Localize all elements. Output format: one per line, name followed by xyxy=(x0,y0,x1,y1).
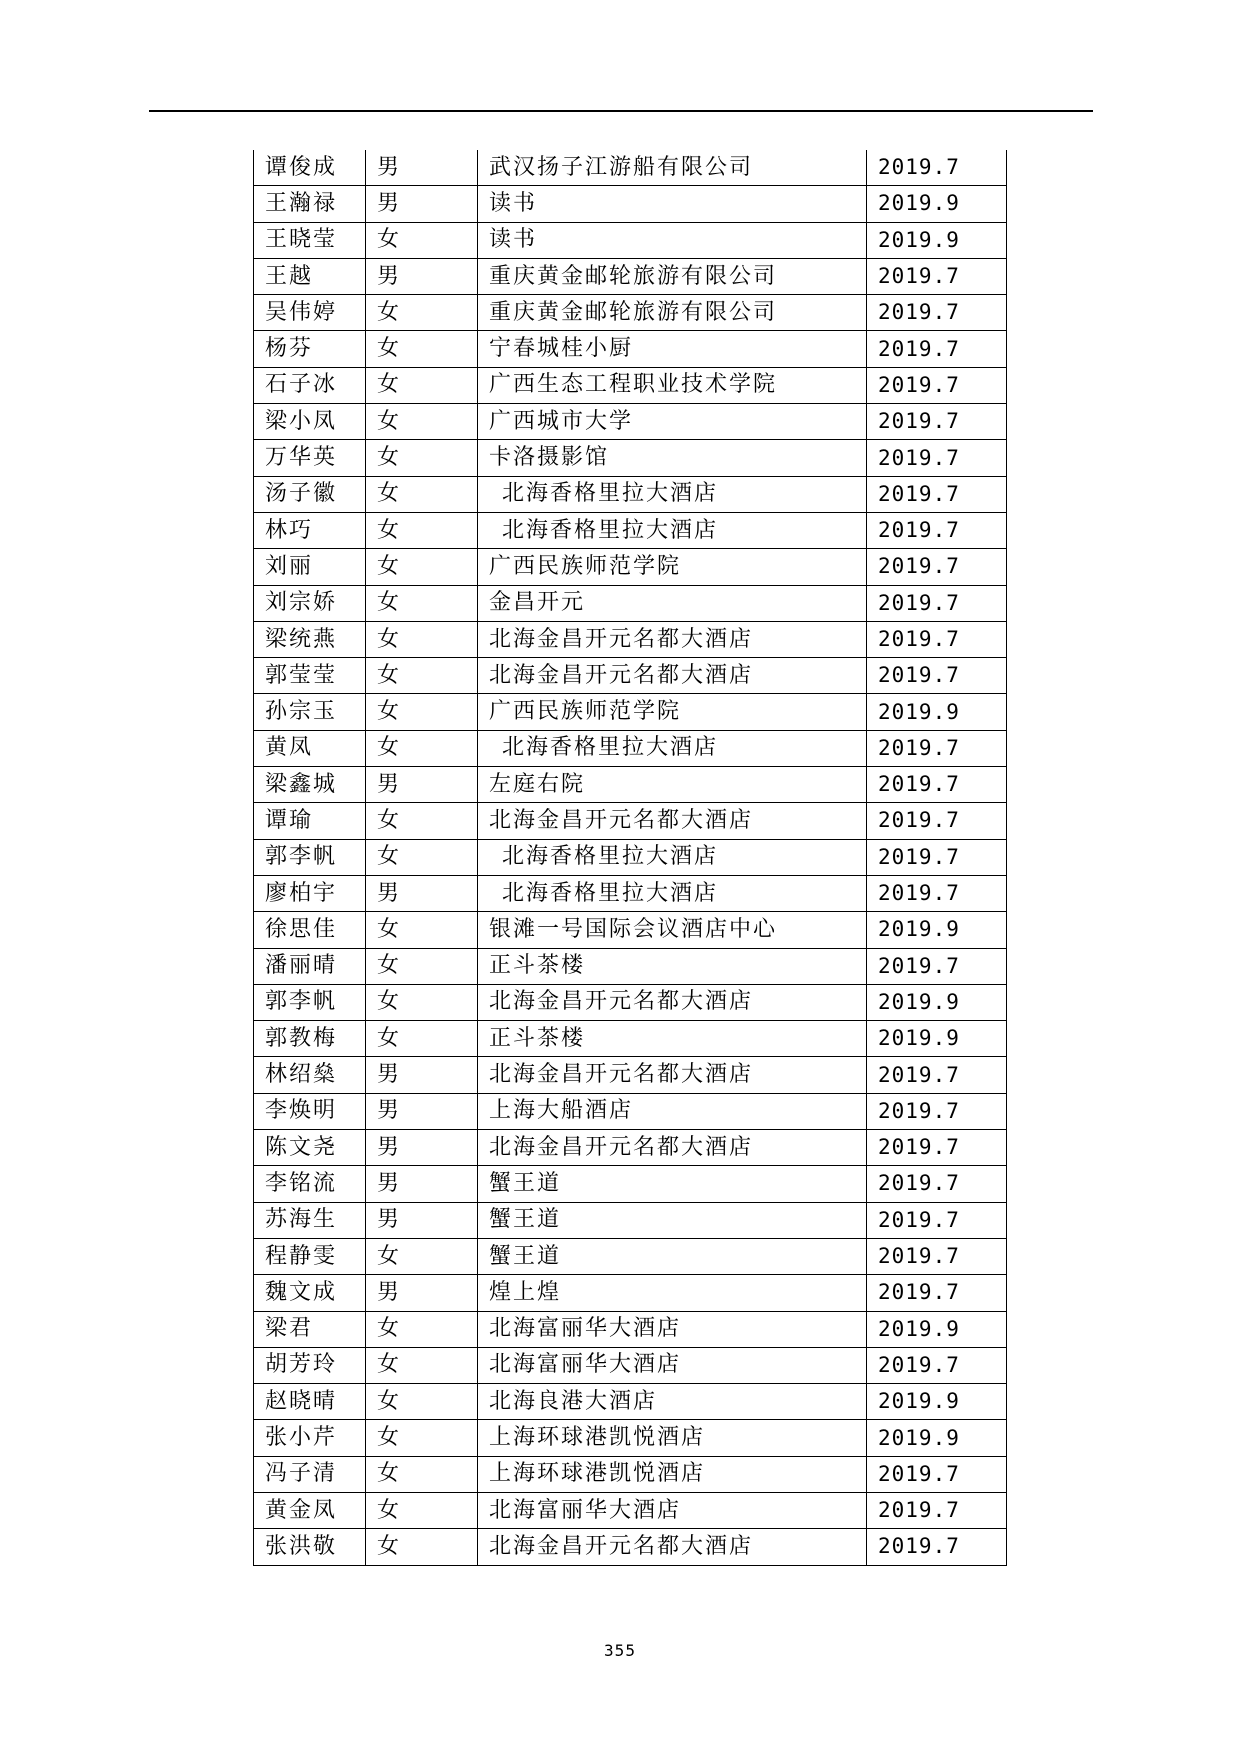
date-cell: 2019.7 xyxy=(867,150,1007,186)
name-cell: 梁小凤 xyxy=(254,404,366,440)
gender-cell: 女 xyxy=(366,1021,478,1057)
workplace-cell: 北海香格里拉大酒店 xyxy=(478,512,867,548)
name-cell: 王瀚禄 xyxy=(254,186,366,222)
gender-cell: 女 xyxy=(366,658,478,694)
gender-cell: 女 xyxy=(366,1238,478,1274)
workplace-cell: 煌上煌 xyxy=(478,1275,867,1311)
gender-cell: 女 xyxy=(366,621,478,657)
workplace-cell: 北海金昌开元名都大酒店 xyxy=(478,1130,867,1166)
workplace-cell: 正斗茶楼 xyxy=(478,1021,867,1057)
gender-cell: 男 xyxy=(366,1057,478,1093)
name-cell: 苏海生 xyxy=(254,1202,366,1238)
gender-cell: 男 xyxy=(366,258,478,294)
name-cell: 孙宗玉 xyxy=(254,694,366,730)
page-number: 355 xyxy=(604,1641,636,1660)
name-cell: 杨芬 xyxy=(254,331,366,367)
name-cell: 王晓莹 xyxy=(254,222,366,258)
workplace-cell: 正斗茶楼 xyxy=(478,948,867,984)
workplace-cell: 宁春城桂小厨 xyxy=(478,331,867,367)
workplace-cell: 北海富丽华大酒店 xyxy=(478,1311,867,1347)
date-cell: 2019.7 xyxy=(867,621,1007,657)
workplace-cell: 金昌开元 xyxy=(478,585,867,621)
gender-cell: 女 xyxy=(366,730,478,766)
name-cell: 张小芹 xyxy=(254,1420,366,1456)
table-row xyxy=(254,367,1007,403)
name-cell: 赵晓晴 xyxy=(254,1384,366,1420)
gender-cell: 女 xyxy=(366,367,478,403)
table-row xyxy=(254,258,1007,294)
name-cell: 魏文成 xyxy=(254,1275,366,1311)
date-cell: 2019.7 xyxy=(867,1529,1007,1565)
workplace-cell: 北海金昌开元名都大酒店 xyxy=(478,1057,867,1093)
workplace-cell: 上海环球港凯悦酒店 xyxy=(478,1420,867,1456)
gender-cell: 女 xyxy=(366,1529,478,1565)
table-row xyxy=(254,1093,1007,1129)
date-cell: 2019.9 xyxy=(867,912,1007,948)
table-row xyxy=(254,803,1007,839)
date-cell: 2019.7 xyxy=(867,1238,1007,1274)
workplace-cell: 北海金昌开元名都大酒店 xyxy=(478,658,867,694)
gender-cell: 男 xyxy=(366,1093,478,1129)
table-row xyxy=(254,730,1007,766)
name-cell: 万华英 xyxy=(254,440,366,476)
table-row xyxy=(254,440,1007,476)
gender-cell: 女 xyxy=(366,948,478,984)
name-cell: 冯子清 xyxy=(254,1456,366,1492)
name-cell: 廖柏宇 xyxy=(254,875,366,911)
name-cell: 谭瑜 xyxy=(254,803,366,839)
workplace-cell: 广西民族师范学院 xyxy=(478,549,867,585)
table-row xyxy=(254,1130,1007,1166)
name-cell: 汤子徽 xyxy=(254,476,366,512)
workplace-cell: 重庆黄金邮轮旅游有限公司 xyxy=(478,258,867,294)
date-cell: 2019.9 xyxy=(867,1384,1007,1420)
table-row xyxy=(254,1420,1007,1456)
header-rule xyxy=(149,110,1093,112)
date-cell: 2019.7 xyxy=(867,875,1007,911)
table-row xyxy=(254,1057,1007,1093)
workplace-cell: 蟹王道 xyxy=(478,1202,867,1238)
date-cell: 2019.7 xyxy=(867,512,1007,548)
name-cell: 林绍燊 xyxy=(254,1057,366,1093)
workplace-cell: 北海金昌开元名都大酒店 xyxy=(478,1529,867,1565)
workplace-cell: 武汉扬子江游船有限公司 xyxy=(478,150,867,186)
workplace-cell: 北海金昌开元名都大酒店 xyxy=(478,803,867,839)
table-row xyxy=(254,222,1007,258)
name-cell: 李焕明 xyxy=(254,1093,366,1129)
date-cell: 2019.9 xyxy=(867,186,1007,222)
table-row xyxy=(254,1529,1007,1565)
workplace-cell: 北海金昌开元名都大酒店 xyxy=(478,984,867,1020)
table-row xyxy=(254,1456,1007,1492)
workplace-cell: 北海富丽华大酒店 xyxy=(478,1492,867,1528)
date-cell: 2019.7 xyxy=(867,295,1007,331)
workplace-cell: 广西生态工程职业技术学院 xyxy=(478,367,867,403)
table-row xyxy=(254,984,1007,1020)
gender-cell: 男 xyxy=(366,150,478,186)
workplace-cell: 上海环球港凯悦酒店 xyxy=(478,1456,867,1492)
gender-cell: 女 xyxy=(366,331,478,367)
gender-cell: 女 xyxy=(366,694,478,730)
name-cell: 张洪敬 xyxy=(254,1529,366,1565)
table-row xyxy=(254,1492,1007,1528)
gender-cell: 女 xyxy=(366,1420,478,1456)
workplace-cell: 北海金昌开元名都大酒店 xyxy=(478,621,867,657)
workplace-cell: 北海香格里拉大酒店 xyxy=(478,875,867,911)
workplace-cell: 读书 xyxy=(478,222,867,258)
gender-cell: 女 xyxy=(366,222,478,258)
date-cell: 2019.7 xyxy=(867,440,1007,476)
date-cell: 2019.7 xyxy=(867,803,1007,839)
table-row xyxy=(254,186,1007,222)
date-cell: 2019.7 xyxy=(867,258,1007,294)
gender-cell: 女 xyxy=(366,404,478,440)
gender-cell: 女 xyxy=(366,984,478,1020)
name-cell: 郭李帆 xyxy=(254,839,366,875)
name-cell: 郭莹莹 xyxy=(254,658,366,694)
workplace-cell: 广西民族师范学院 xyxy=(478,694,867,730)
table-row xyxy=(254,912,1007,948)
workplace-cell: 北海香格里拉大酒店 xyxy=(478,730,867,766)
table-row xyxy=(254,1238,1007,1274)
name-cell: 林巧 xyxy=(254,512,366,548)
table-row xyxy=(254,549,1007,585)
workplace-cell: 北海香格里拉大酒店 xyxy=(478,476,867,512)
table-row xyxy=(254,1021,1007,1057)
table-row xyxy=(254,1275,1007,1311)
gender-cell: 女 xyxy=(366,549,478,585)
table-row xyxy=(254,1311,1007,1347)
date-cell: 2019.7 xyxy=(867,1093,1007,1129)
name-cell: 谭俊成 xyxy=(254,150,366,186)
name-cell: 陈文尧 xyxy=(254,1130,366,1166)
name-cell: 郭李帆 xyxy=(254,984,366,1020)
employment-table xyxy=(253,150,1007,1566)
gender-cell: 女 xyxy=(366,440,478,476)
date-cell: 2019.7 xyxy=(867,1456,1007,1492)
date-cell: 2019.9 xyxy=(867,694,1007,730)
name-cell: 刘宗娇 xyxy=(254,585,366,621)
table-row xyxy=(254,948,1007,984)
gender-cell: 女 xyxy=(366,512,478,548)
workplace-cell: 上海大船酒店 xyxy=(478,1093,867,1129)
name-cell: 潘丽晴 xyxy=(254,948,366,984)
gender-cell: 男 xyxy=(366,186,478,222)
date-cell: 2019.7 xyxy=(867,331,1007,367)
gender-cell: 女 xyxy=(366,803,478,839)
table-row xyxy=(254,1166,1007,1202)
workplace-cell: 北海良港大酒店 xyxy=(478,1384,867,1420)
name-cell: 李铭流 xyxy=(254,1166,366,1202)
name-cell: 石子冰 xyxy=(254,367,366,403)
table-row xyxy=(254,476,1007,512)
employment-table-container xyxy=(253,150,1007,1566)
table-row xyxy=(254,875,1007,911)
name-cell: 程静雯 xyxy=(254,1238,366,1274)
table-row xyxy=(254,295,1007,331)
table-body xyxy=(254,150,1007,1565)
workplace-cell: 读书 xyxy=(478,186,867,222)
table-row xyxy=(254,1202,1007,1238)
date-cell: 2019.7 xyxy=(867,1130,1007,1166)
gender-cell: 男 xyxy=(366,875,478,911)
gender-cell: 女 xyxy=(366,585,478,621)
table-row xyxy=(254,839,1007,875)
date-cell: 2019.7 xyxy=(867,839,1007,875)
date-cell: 2019.7 xyxy=(867,1057,1007,1093)
gender-cell: 女 xyxy=(366,912,478,948)
table-row xyxy=(254,585,1007,621)
date-cell: 2019.7 xyxy=(867,549,1007,585)
gender-cell: 女 xyxy=(366,1311,478,1347)
workplace-cell: 重庆黄金邮轮旅游有限公司 xyxy=(478,295,867,331)
gender-cell: 男 xyxy=(366,1202,478,1238)
date-cell: 2019.7 xyxy=(867,585,1007,621)
name-cell: 梁统燕 xyxy=(254,621,366,657)
name-cell: 胡芳玲 xyxy=(254,1347,366,1383)
date-cell: 2019.7 xyxy=(867,1202,1007,1238)
date-cell: 2019.7 xyxy=(867,658,1007,694)
gender-cell: 女 xyxy=(366,1456,478,1492)
gender-cell: 男 xyxy=(366,1275,478,1311)
name-cell: 吴伟婷 xyxy=(254,295,366,331)
workplace-cell: 蟹王道 xyxy=(478,1166,867,1202)
date-cell: 2019.7 xyxy=(867,767,1007,803)
table-row xyxy=(254,150,1007,186)
date-cell: 2019.9 xyxy=(867,1420,1007,1456)
name-cell: 黄金凤 xyxy=(254,1492,366,1528)
workplace-cell: 蟹王道 xyxy=(478,1238,867,1274)
gender-cell: 女 xyxy=(366,1492,478,1528)
table-row xyxy=(254,512,1007,548)
date-cell: 2019.9 xyxy=(867,1311,1007,1347)
table-row xyxy=(254,658,1007,694)
gender-cell: 女 xyxy=(366,1384,478,1420)
workplace-cell: 北海富丽华大酒店 xyxy=(478,1347,867,1383)
name-cell: 王越 xyxy=(254,258,366,294)
name-cell: 梁君 xyxy=(254,1311,366,1347)
table-row xyxy=(254,767,1007,803)
date-cell: 2019.9 xyxy=(867,984,1007,1020)
date-cell: 2019.7 xyxy=(867,404,1007,440)
date-cell: 2019.7 xyxy=(867,1347,1007,1383)
date-cell: 2019.7 xyxy=(867,1492,1007,1528)
name-cell: 刘丽 xyxy=(254,549,366,585)
name-cell: 黄凤 xyxy=(254,730,366,766)
name-cell: 徐思佳 xyxy=(254,912,366,948)
table-row xyxy=(254,331,1007,367)
gender-cell: 女 xyxy=(366,476,478,512)
table-row xyxy=(254,1384,1007,1420)
name-cell: 郭教梅 xyxy=(254,1021,366,1057)
workplace-cell: 左庭右院 xyxy=(478,767,867,803)
gender-cell: 女 xyxy=(366,839,478,875)
date-cell: 2019.7 xyxy=(867,1166,1007,1202)
workplace-cell: 广西城市大学 xyxy=(478,404,867,440)
name-cell: 梁鑫城 xyxy=(254,767,366,803)
gender-cell: 男 xyxy=(366,767,478,803)
workplace-cell: 银滩一号国际会议酒店中心 xyxy=(478,912,867,948)
gender-cell: 男 xyxy=(366,1166,478,1202)
workplace-cell: 卡洛摄影馆 xyxy=(478,440,867,476)
gender-cell: 女 xyxy=(366,1347,478,1383)
table-row xyxy=(254,621,1007,657)
gender-cell: 男 xyxy=(366,1130,478,1166)
date-cell: 2019.7 xyxy=(867,367,1007,403)
date-cell: 2019.7 xyxy=(867,730,1007,766)
date-cell: 2019.9 xyxy=(867,1021,1007,1057)
table-row xyxy=(254,1347,1007,1383)
table-row xyxy=(254,404,1007,440)
date-cell: 2019.9 xyxy=(867,222,1007,258)
date-cell: 2019.7 xyxy=(867,1275,1007,1311)
date-cell: 2019.7 xyxy=(867,948,1007,984)
date-cell: 2019.7 xyxy=(867,476,1007,512)
table-row xyxy=(254,694,1007,730)
workplace-cell: 北海香格里拉大酒店 xyxy=(478,839,867,875)
gender-cell: 女 xyxy=(366,295,478,331)
